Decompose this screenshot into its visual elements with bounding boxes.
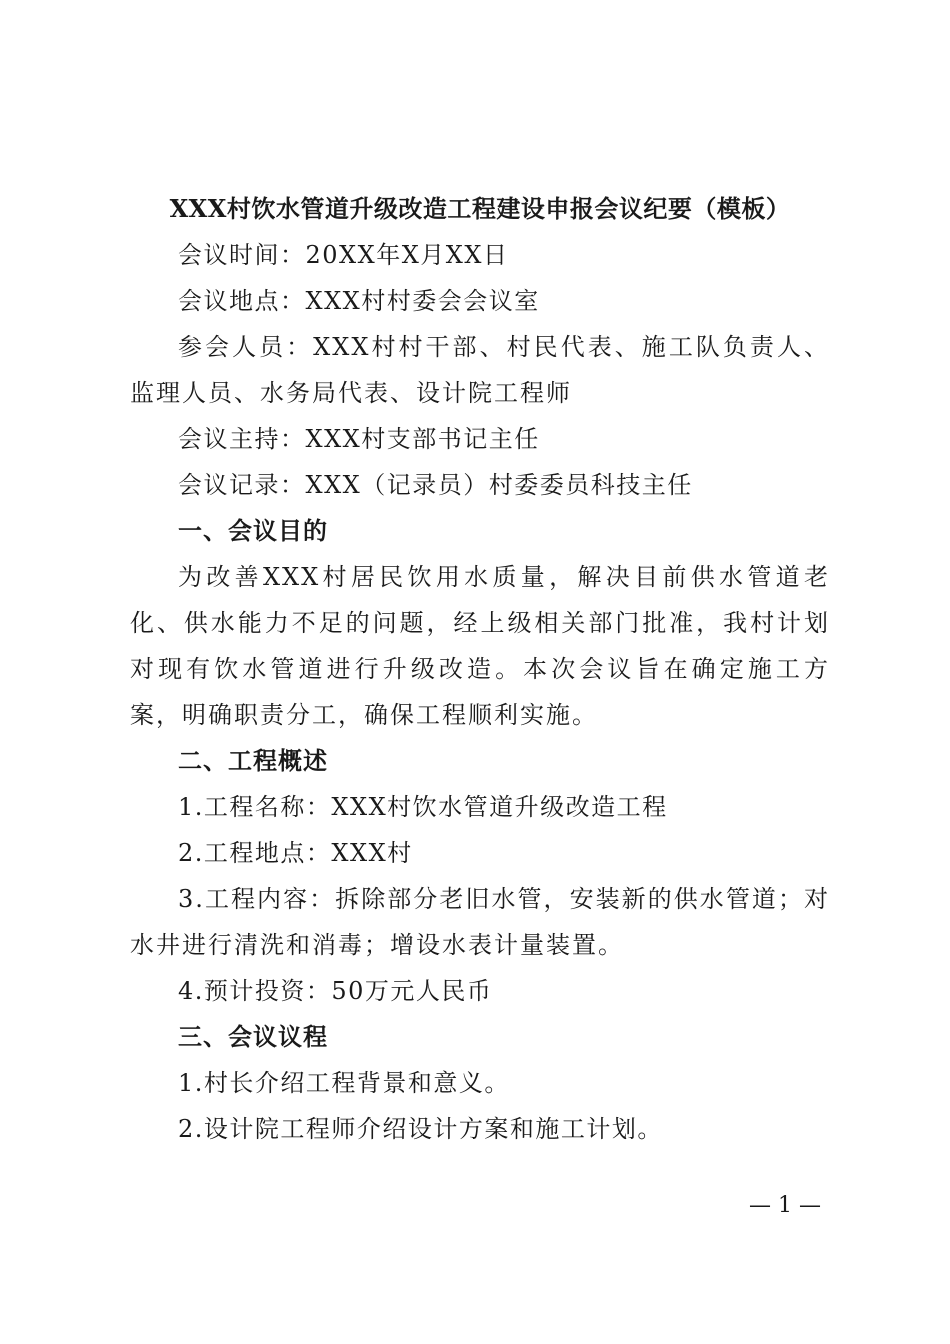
overview-item-investment: 4.预计投资：50万元人民币 [178,977,493,1005]
overview-item-location: 2.工程地点：XXX村 [178,839,413,867]
agenda-item: 2.设计院工程师介绍设计方案和施工计划。 [178,1115,663,1143]
document-body [130,186,830,1152]
meeting-location: 会议地点：XXX村村委会会议室 [178,287,540,315]
section-paragraph-purpose: 为改善XXX村居民饮用水质量，解决目前供水管道老化、供水能力不足的问题，经上级相关部门批准，我村计划对现有饮水管道进行升级改造。本次会议旨在确定施工方案，明确职责分工，确保工程顺利实施。 [130,563,830,729]
agenda-item: 1.村长介绍工程背景和意义。 [178,1069,510,1097]
meeting-time: 会议时间：20XX年X月XX日 [178,241,509,269]
section-heading-overview: 二、工程概述 [178,747,328,775]
section-heading-agenda: 三、会议议程 [178,1023,328,1051]
section-heading-purpose: 一、会议目的 [178,517,328,545]
meeting-attendees: 参会人员：XXX村村干部、村民代表、施工队负责人、监理人员、水务局代表、设计院工程师 [130,333,830,407]
meeting-recorder: 会议记录：XXX（记录员）村委委员科技主任 [178,471,693,499]
overview-item-name: 1.工程名称：XXX村饮水管道升级改造工程 [178,793,668,821]
page-number: — 1 — [749,1193,821,1218]
document-title: XXX村饮水管道升级改造工程建设申报会议纪要（模板） [169,194,791,223]
meeting-host: 会议主持：XXX村支部书记主任 [178,425,540,453]
overview-item-content: 3.工程内容：拆除部分老旧水管，安装新的供水管道；对水井进行清洗和消毒；增设水表计量装置。 [130,885,830,959]
